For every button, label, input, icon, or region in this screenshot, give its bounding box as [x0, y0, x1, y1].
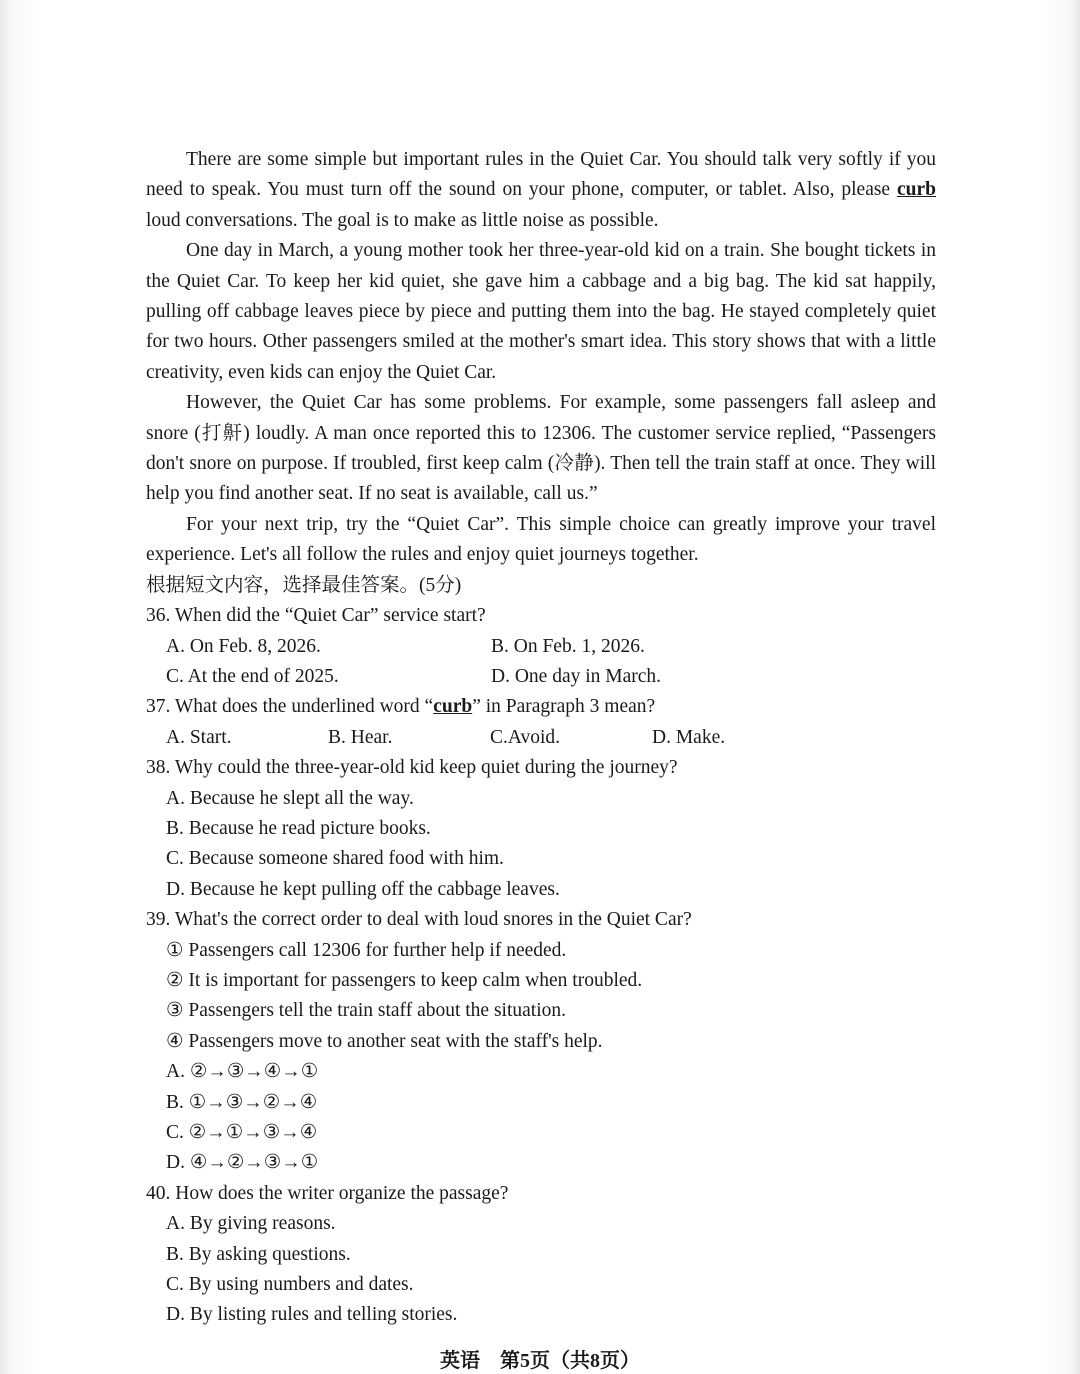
option-38-b: B. Because he read picture books. — [166, 817, 431, 839]
option-36-d: D. One day in March. — [491, 665, 662, 687]
question-36-options-row-2 — [146, 662, 936, 692]
step-3: ③ Passengers tell the train staff about the situation. — [166, 1000, 566, 1022]
question-37-underlined-word: curb — [433, 696, 473, 718]
option-39-d: D. ④→②→③→① — [166, 1152, 319, 1174]
option-36-b: B. On Feb. 1, 2026. — [491, 635, 645, 657]
option-40-a: A. By giving reasons. — [166, 1213, 336, 1235]
option-38-a: A. Because he slept all the way. — [166, 787, 414, 809]
question-38-stem: 38. Why could the three-year-old kid keep quiet during the journey? — [146, 757, 678, 779]
option-40-b: B. By asking questions. — [166, 1243, 351, 1265]
option-37-c: C.Avoid. — [490, 726, 561, 748]
paragraph-3: However, the Quiet Car has some problems. For example, some passengers fall asleep and snore (打鼾) loudly. A man once reported this to 12306. The customer service replied, “Passengers don't snore on purpose. If troubled, first keep calm (冷静). Then tell the train staff at once. They will help you find another seat. If no seat is available, call us.” — [146, 392, 936, 505]
question-39-stem: 39. What's the correct order to deal with loud snores in the Quiet Car? — [146, 909, 692, 931]
option-37-d: D. Make. — [652, 726, 726, 748]
option-40-c: C. By using numbers and dates. — [166, 1274, 414, 1296]
option-37-a: A. Start. — [166, 726, 232, 748]
option-36-a: A. On Feb. 8, 2026. — [166, 635, 321, 657]
step-2: ② It is important for passengers to keep calm when troubled. — [166, 969, 643, 991]
option-40-d: D. By listing rules and telling stories. — [166, 1304, 458, 1326]
option-39-b: B. ①→③→②→④ — [166, 1091, 318, 1113]
option-39-a: A. ②→③→④→① — [166, 1061, 319, 1083]
question-36-options-row-1 — [146, 632, 936, 662]
paragraph-2: One day in March, a young mother took her three-year-old kid on a train. She bought tickets in the Quiet Car. To keep her kid quiet, she gave him a cabbage and a big bag. The kid sat happily, pulling off cabbage leaves piece by piece and putting them into the bag. He stayed completely quiet for two hours. Other passengers smiled at the mother's smart idea. This story shows that with a little creativity, even kids can enjoy the Quiet Car. — [146, 240, 936, 383]
paragraph-1: There are some simple but important rules in the Quiet Car. You should talk very softly if you need to speak. You must turn off the sound on your phone, computer, or tablet. Also, please curb loud conversations. The goal is to make as little noise as possible. — [146, 149, 936, 231]
page-footer: 英语 第5页（共8页） — [440, 1350, 640, 1372]
option-37-b: B. Hear. — [328, 726, 393, 748]
section-instruction: 根据短文内容，选择最佳答案。(5分) — [146, 574, 462, 596]
question-37-options — [146, 723, 936, 753]
paragraph-4: For your next trip, try the “Quiet Car”. This simple choice can greatly improve your travel experience. Let's all follow the rules and enjoy quiet journeys together. — [146, 513, 936, 566]
page-content — [146, 145, 936, 1331]
question-40-stem: 40. How does the writer organize the passage? — [146, 1182, 509, 1204]
option-38-c: C. Because someone shared food with him. — [166, 848, 504, 870]
step-4: ④ Passengers move to another seat with the staff's help. — [166, 1030, 603, 1052]
option-38-d: D. Because he kept pulling off the cabbage leaves. — [166, 878, 560, 900]
option-36-c: C. At the end of 2025. — [166, 665, 339, 687]
option-39-c: C. ②→①→③→④ — [166, 1122, 318, 1143]
question-37-stem: 37. What does the underlined word “curb” in Paragraph 3 mean? — [146, 696, 656, 718]
step-1: ① Passengers call 12306 for further help if needed. — [166, 939, 567, 961]
underlined-word-curb: curb — [897, 179, 936, 201]
question-36-stem: 36. When did the “Quiet Car” service start? — [146, 605, 486, 627]
